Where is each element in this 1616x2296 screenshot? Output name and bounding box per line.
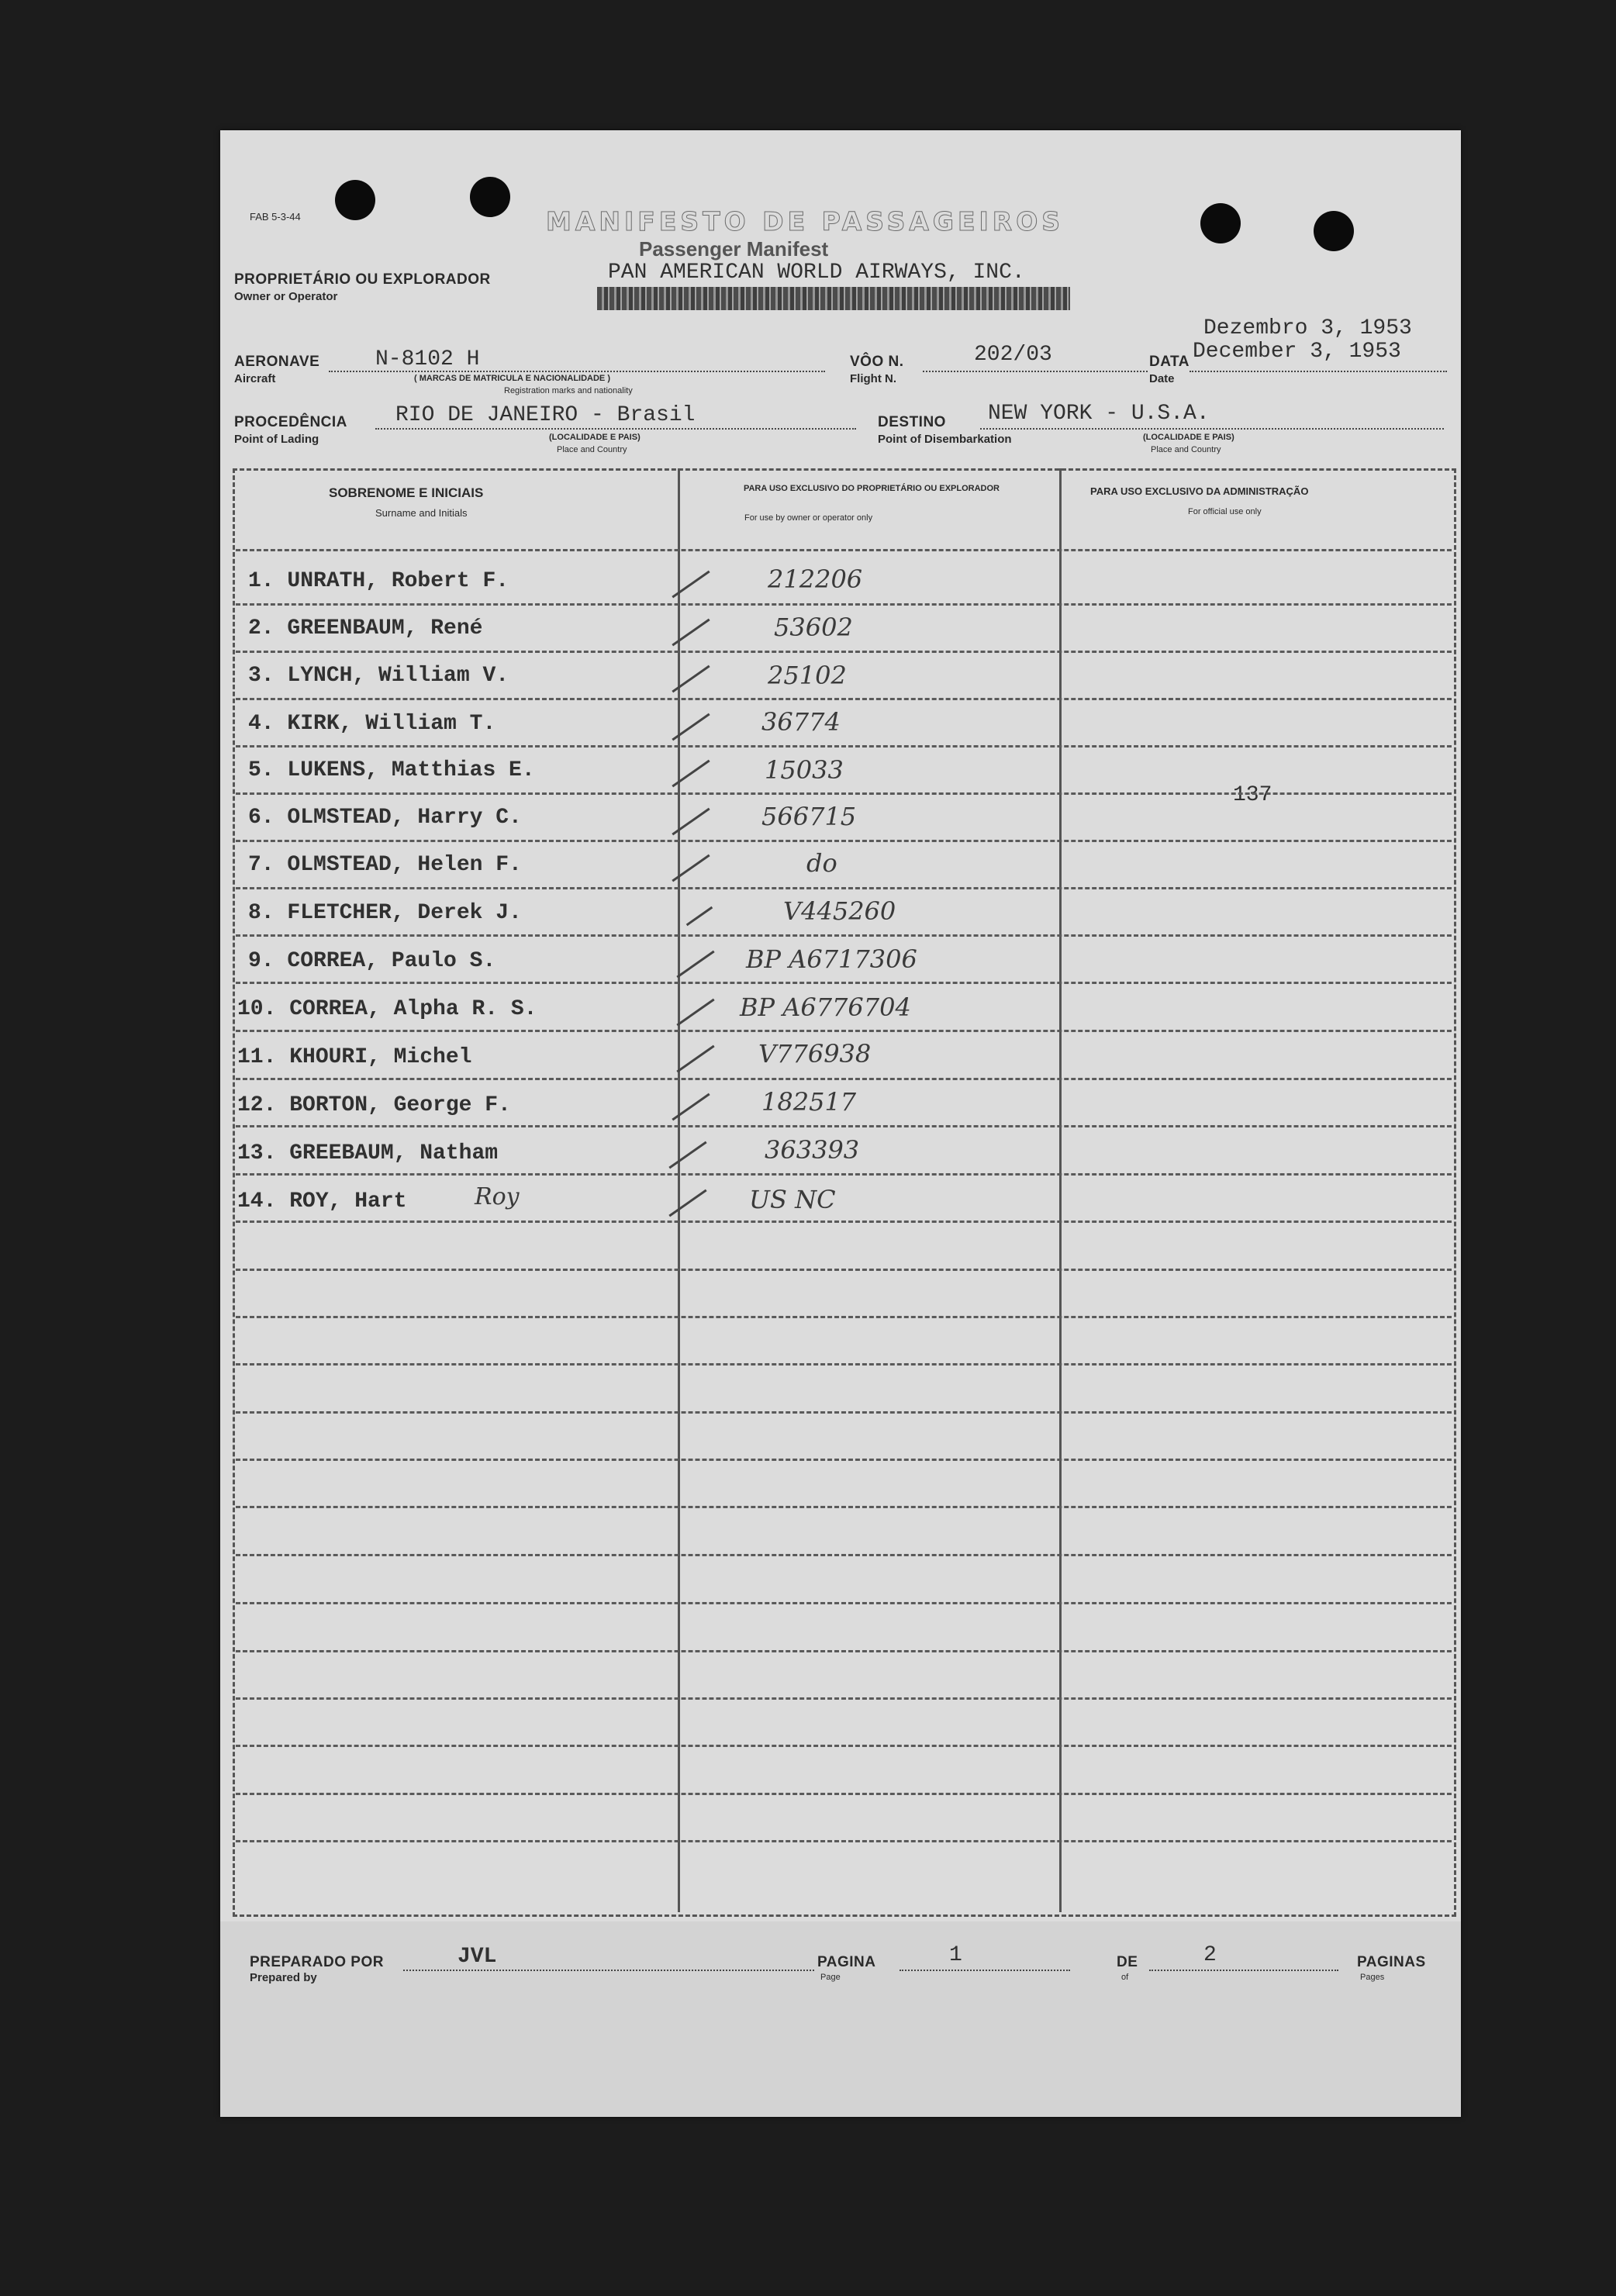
date-value-en: December 3, 1953: [1193, 340, 1401, 364]
empty-row-rule: [236, 1745, 1452, 1747]
flight-value: 202/03: [974, 343, 1052, 367]
passenger-name: 7. OLMSTEAD, Helen F.: [248, 853, 522, 877]
of-label: DE: [1117, 1954, 1138, 1970]
date-value-pt: Dezembro 3, 1953: [1203, 316, 1412, 340]
passport-number: 36774: [761, 707, 841, 737]
passport-number: BP A6776704: [740, 993, 911, 1022]
flight-label: VÔO N.: [850, 354, 904, 370]
form-code: FAB 5-3-44: [250, 211, 301, 223]
header-rule: [236, 549, 1452, 551]
col-header-operator-en: For use by owner or operator only: [744, 513, 873, 523]
col-header-admin: PARA USO EXCLUSIVO DA ADMINISTRAÇÃO: [1090, 485, 1309, 497]
passenger-name: 10. CORREA, Alpha R. S.: [237, 997, 537, 1021]
empty-row-rule: [236, 1363, 1452, 1366]
empty-row-rule: [236, 1411, 1452, 1414]
total-underline: [1149, 1970, 1338, 1971]
aircraft-label: AERONAVE: [234, 354, 320, 370]
pages-label: PAGINAS: [1357, 1954, 1426, 1970]
pages-label-en: Pages: [1360, 1973, 1385, 1982]
date-label: DATA: [1149, 354, 1190, 370]
empty-row-rule: [236, 1459, 1452, 1461]
prepared-by-label-en: Prepared by: [250, 1971, 317, 1984]
page-underline: [900, 1970, 1070, 1971]
origin-label-en: Point of Lading: [234, 433, 319, 446]
row-rule: [236, 651, 1452, 653]
form-title: MANIFESTO DE PASSAGEIROS: [546, 206, 1065, 237]
passport-number: US NC: [749, 1185, 836, 1214]
destination-underline: [980, 428, 1444, 430]
row-rule: [236, 792, 1452, 795]
col-header-operator: PARA USO EXCLUSIVO DO PROPRIETÁRIO OU EXPLORADOR: [743, 484, 1000, 493]
row-rule: [236, 1125, 1452, 1127]
passenger-name: 9. CORREA, Paulo S.: [248, 949, 496, 973]
owner-label: PROPRIETÁRIO OU EXPLORADOR: [234, 271, 491, 288]
passport-number: BP A6717306: [746, 944, 917, 974]
page-label: PAGINA: [817, 1954, 876, 1970]
sheet-blank-area: [220, 1921, 1461, 2117]
passport-number: V776938: [758, 1039, 872, 1069]
passenger-name: 6. OLMSTEAD, Harry C.: [248, 806, 522, 830]
prepared-by-label: PREPARADO POR: [250, 1954, 384, 1970]
row-rule: [236, 934, 1452, 937]
flight-underline: [923, 371, 1148, 372]
owner-value: PAN AMERICAN WORLD AIRWAYS, INC.: [608, 261, 1025, 285]
aircraft-value: N-8102 H: [375, 347, 480, 371]
col-header-name-en: Surname and Initials: [375, 507, 468, 519]
manifest-sheet: [220, 130, 1461, 2117]
col-header-admin-en: For official use only: [1188, 507, 1262, 516]
passenger-name: 8. FLETCHER, Derek J.: [248, 901, 522, 925]
passenger-name: 13. GREEBAUM, Natham: [237, 1141, 499, 1165]
empty-row-rule: [236, 1840, 1452, 1842]
date-underline: [1190, 371, 1447, 372]
row-rule: [236, 1030, 1452, 1032]
page-label-en: Page: [820, 1973, 841, 1982]
empty-row-rule: [236, 1506, 1452, 1508]
row-rule: [236, 887, 1452, 889]
passport-number: do: [806, 848, 837, 878]
punch-hole: [335, 180, 375, 220]
destination-note-en: Place and Country: [1151, 445, 1221, 454]
prepared-underline: [403, 1970, 814, 1971]
date-label-en: Date: [1149, 372, 1175, 385]
row-rule: [236, 603, 1452, 606]
destination-value: NEW YORK - U.S.A.: [988, 402, 1210, 426]
owner-label-en: Owner or Operator: [234, 290, 338, 303]
origin-label: PROCEDÊNCIA: [234, 414, 347, 430]
redaction-strikeout: [597, 287, 1070, 310]
origin-note-en: Place and Country: [557, 445, 627, 454]
aircraft-underline: [329, 371, 825, 372]
destination-label: DESTINO: [878, 414, 946, 430]
empty-row-rule: [236, 1316, 1452, 1318]
admin-note: 137: [1233, 783, 1272, 807]
passport-number: 566715: [761, 802, 857, 831]
aircraft-note: ( MARCAS DE MATRICULA E NACIONALIDADE ): [414, 374, 610, 383]
punch-hole: [470, 177, 510, 217]
flight-label-en: Flight N.: [850, 372, 896, 385]
page-number: 1: [949, 1943, 962, 1967]
row-rule: [236, 1078, 1452, 1080]
empty-row-rule: [236, 1554, 1452, 1556]
destination-label-en: Point of Disembarkation: [878, 433, 1012, 446]
total-pages: 2: [1203, 1943, 1217, 1967]
empty-row-rule: [236, 1793, 1452, 1795]
passenger-name: 11. KHOURI, Michel: [237, 1045, 472, 1069]
form-subtitle: Passenger Manifest: [639, 237, 829, 261]
row-rule: [236, 1173, 1452, 1176]
row-rule: [236, 982, 1452, 984]
passport-number: 363393: [765, 1135, 860, 1165]
passenger-name: 5. LUKENS, Matthias E.: [248, 758, 535, 782]
punch-hole: [1200, 203, 1241, 243]
origin-note: (LOCALIDADE E PAIS): [549, 433, 641, 442]
origin-value: RIO DE JANEIRO - Brasil: [395, 403, 696, 427]
row-rule: [236, 745, 1452, 747]
punch-hole: [1314, 211, 1354, 251]
empty-row-rule: [236, 1602, 1452, 1604]
passenger-name: 2. GREENBAUM, René: [248, 616, 483, 640]
origin-underline: [375, 428, 856, 430]
col-header-name: SOBRENOME E INICIAIS: [329, 485, 484, 500]
row-rule: [236, 698, 1452, 700]
passport-number: V445260: [783, 896, 896, 926]
passport-number: 53602: [774, 613, 853, 642]
passenger-name: 12. BORTON, George F.: [237, 1093, 511, 1117]
passenger-name: 4. KIRK, William T.: [248, 712, 496, 736]
handwritten-annotation: Roy: [475, 1183, 520, 1210]
passenger-name: 3. LYNCH, William V.: [248, 664, 509, 688]
aircraft-note-en: Registration marks and nationality: [504, 386, 633, 395]
column-divider: [1059, 468, 1062, 1912]
prepared-by-value: JVL: [458, 1945, 497, 1969]
row-rule: [236, 840, 1452, 842]
passenger-name: 14. ROY, Hart: [237, 1189, 407, 1214]
passport-number: 25102: [768, 661, 847, 690]
empty-row-rule: [236, 1650, 1452, 1652]
passport-number: 212206: [768, 565, 863, 594]
passport-number: 15033: [765, 755, 844, 785]
row-rule: [236, 1221, 1452, 1223]
passport-number: 182517: [761, 1087, 857, 1117]
empty-row-rule: [236, 1697, 1452, 1700]
empty-row-rule: [236, 1269, 1452, 1271]
aircraft-label-en: Aircraft: [234, 372, 276, 385]
of-label-en: of: [1121, 1973, 1129, 1982]
passenger-name: 1. UNRATH, Robert F.: [248, 569, 509, 593]
destination-note: (LOCALIDADE E PAIS): [1143, 433, 1234, 442]
